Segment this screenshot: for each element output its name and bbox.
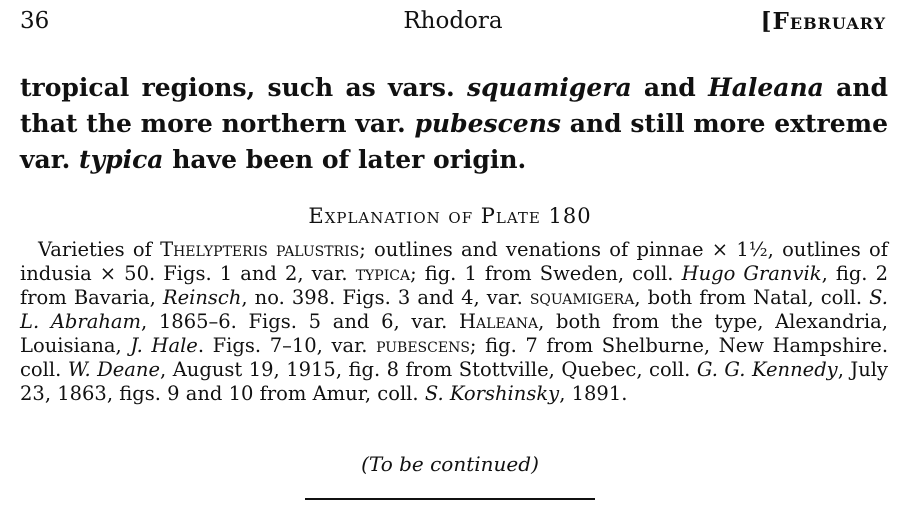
variety-name: Haleana — [708, 73, 824, 102]
variety-name: pubescens — [376, 334, 470, 357]
text-run: , August 19, 1915, fig. 8 from Stottville, Quebec, coll. — [160, 358, 697, 381]
text-run: , both from the type, Alexandria, Louisiana, — [20, 310, 888, 357]
collector-name: W. Deane — [67, 358, 161, 381]
text-run: . Figs. 7–10, var. — [197, 334, 377, 357]
text-run: and — [631, 73, 709, 102]
text-run: ; outlines and venations of pinnae × 1½, outlines of indusia × 50. Figs. 1 and 2, var. — [20, 238, 888, 285]
collector-name: S. Korshinsky — [424, 382, 560, 405]
plate-explanation — [20, 238, 888, 406]
collector-name: J. Hale — [130, 334, 198, 357]
text-run: Varieties of — [38, 238, 161, 261]
variety-name: squamigera — [529, 286, 635, 309]
text-run: , July 23, 1863, figs. 9 and 10 from Amur, coll. — [20, 358, 889, 405]
page-number: 36 — [20, 8, 50, 34]
text-run: and that the more northern var. — [20, 73, 889, 138]
text-run: , 1891. — [559, 382, 628, 405]
variety-name: pubescens — [414, 109, 561, 138]
variety-name: squamigera — [467, 73, 632, 102]
journal-title: Rhodora — [403, 8, 503, 34]
text-run: , fig. 2 from Bavaria, — [20, 262, 888, 309]
collector-name: Reinsch — [162, 286, 242, 309]
collector-name: S. L. Abraham — [20, 286, 889, 333]
page-header — [20, 8, 886, 38]
section-divider — [305, 498, 595, 500]
collector-name: Hugo Granvik — [681, 262, 822, 285]
text-run: , no. 398. Figs. 3 and 4, var. — [241, 286, 530, 309]
variety-name: typica — [79, 145, 164, 174]
text-run: , both from Natal, coll. — [634, 286, 870, 309]
collector-name: G. G. Kennedy — [696, 358, 838, 381]
continued-note: (To be continued) — [361, 452, 539, 476]
text-run: , 1865–6. Figs. 5 and 6, var. — [141, 310, 460, 333]
text-run: ; fig. 1 from Sweden, coll. — [410, 262, 682, 285]
body-paragraph — [20, 70, 888, 178]
species-name: Thelypteris palustris — [160, 238, 360, 261]
explanation-paragraph — [20, 238, 888, 406]
text-run: ; fig. 7 from Shelburne, New Hampshire. coll. — [20, 334, 889, 381]
variety-name: typica — [355, 262, 411, 285]
text-run: have been of later origin. — [163, 145, 527, 174]
issue-month: [February — [760, 8, 886, 35]
text-run: tropical regions, such as vars. — [20, 73, 467, 102]
text-run: and still more extreme var. — [20, 109, 888, 174]
variety-name: Haleana — [459, 310, 539, 333]
plate-explanation-title: Explanation of Plate 180 — [308, 204, 592, 228]
